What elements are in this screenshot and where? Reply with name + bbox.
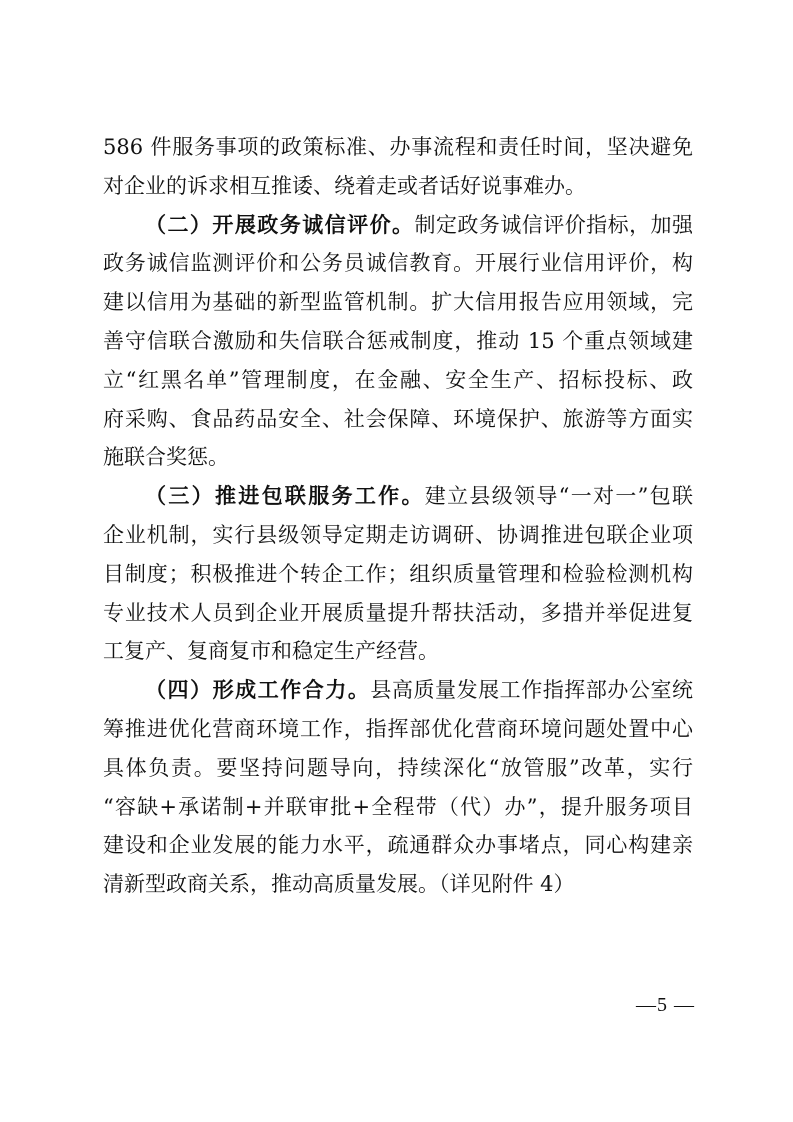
paragraph-line: 建设和企业发展的能力水平，疏通群众办事堵点，同心构建亲 [103,833,693,858]
paragraph-first-line [103,671,693,710]
paragraph-line: 586 件服务事项的政策标准、办事流程和责任时间，坚决避免 [103,135,693,159]
paragraph-liaison-service [103,477,693,671]
paragraph-line: 具体负责。要坚持问题导向，持续深化“放管服”改革，实行 [103,755,693,780]
paragraph-line: 目制度；积极推进个转企工作；组织质量管理和检验检测机构 [103,561,693,586]
paragraph-line: 工复产、复商复市和稳定生产经营。 [103,639,439,664]
paragraph-integrity-evaluation [103,206,693,478]
page-number: —5 — [636,994,695,1016]
section-heading: （四）形成工作合力。 [145,677,371,703]
paragraph-first-line [103,206,693,245]
paragraph-line: 府采购、食品药品安全、社会保障、环境保护、旅游等方面实 [103,406,693,431]
paragraph-text: 县高质量发展工作指挥部办公室统 [370,678,694,703]
paragraph-text: 制定政务诚信评价指标，加强 [414,212,693,237]
paragraph-line: 建以信用为基础的新型监管机制。扩大信用报告应用领域，完 [103,290,693,315]
paragraph-line: 善守信联合激励和失信联合惩戒制度，推动 15 个重点领域建 [103,328,693,353]
paragraph-line: 对企业的诉求相互推诿、绕着走或者话好说事难办。 [103,173,586,198]
paragraph-line: 筹推进优化营商环境工作，指挥部优化营商环境问题处置中心 [103,716,693,741]
paragraph-continuation [103,128,693,206]
paragraph-line: 企业机制，实行县级领导定期走访调研、协调推进包联企业项 [103,522,693,547]
paragraph-line: 政务诚信监测评价和公务员诚信教育。开展行业信用评价，构 [103,251,693,276]
section-heading: （二）开展政务诚信评价。 [145,211,415,237]
section-heading: （三）推进包联服务工作。 [145,483,425,509]
paragraph-joint-effort [103,671,693,904]
paragraph-line: “容缺+承诺制+并联审批+全程带（代）办”，提升服务项目 [103,794,693,819]
paragraph-first-line [103,477,693,516]
paragraph-line: 施联合奖惩。 [103,445,229,470]
paragraph-text: 建立县级领导“一对一”包联 [424,484,693,509]
paragraph-line: 专业技术人员到企业开展质量提升帮扶活动，多措并举促进复 [103,600,693,625]
document-body [103,128,693,904]
paragraph-line: 立“红黑名单”管理制度，在金融、安全生产、招标投标、政 [103,367,693,392]
paragraph-line: 清新型政商关系，推动高质量发展。（详见附件 4） [103,872,575,897]
